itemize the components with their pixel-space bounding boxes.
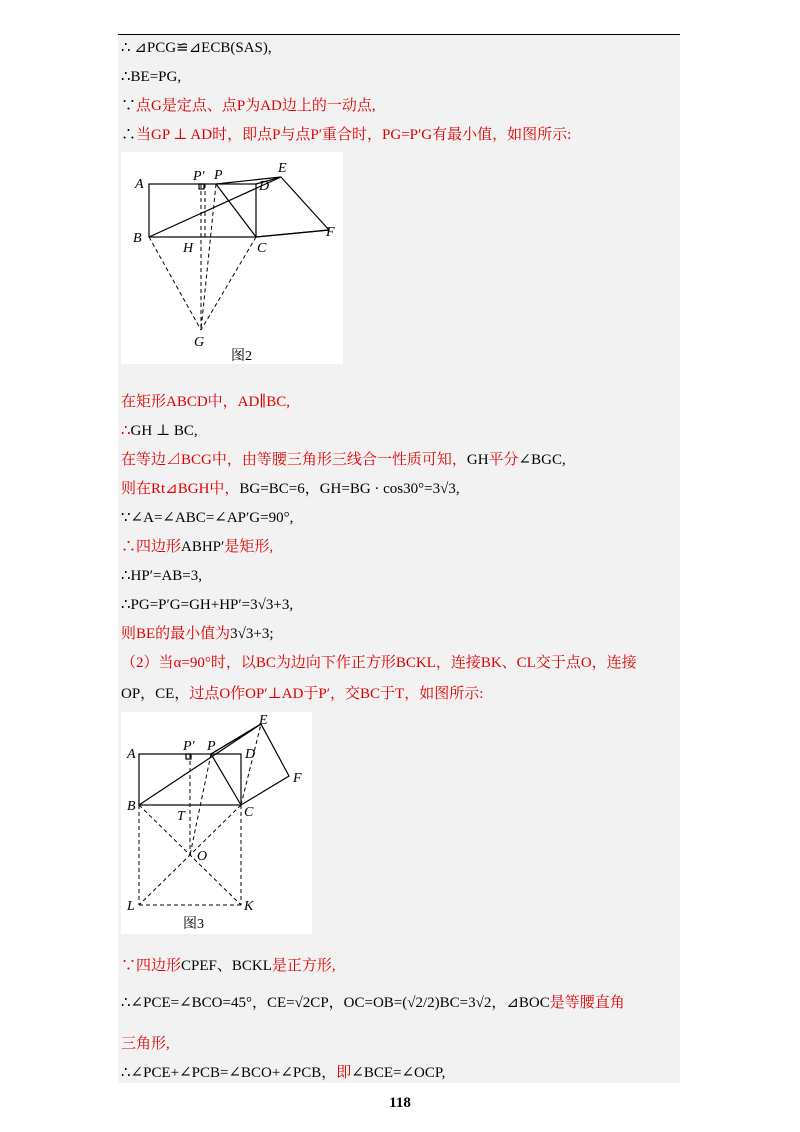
text-span: 平分 bbox=[488, 452, 519, 468]
text-line bbox=[121, 38, 272, 58]
label-D: D bbox=[259, 179, 270, 194]
text-span: ∵∠A=∠ABC=∠AP′G=90°, bbox=[121, 510, 294, 526]
text-line bbox=[121, 1063, 445, 1083]
page-number: 118 bbox=[389, 1095, 411, 1111]
text-line bbox=[121, 479, 460, 499]
text-line bbox=[121, 96, 376, 116]
text-span: ∴∠PCE+∠PCB=∠BCO+∠PCB， bbox=[121, 1065, 337, 1081]
label-L: L bbox=[127, 899, 135, 914]
label-P: P bbox=[207, 739, 216, 754]
text-line bbox=[121, 67, 181, 87]
label-F: F bbox=[326, 225, 335, 240]
label-T: T bbox=[177, 809, 185, 824]
label-A: A bbox=[127, 747, 136, 762]
text-span: ∴ bbox=[121, 127, 137, 143]
text-span: ∴四边形 bbox=[121, 539, 182, 555]
text-span: OP，CE， bbox=[121, 686, 190, 702]
text-span: ∴ ⊿PCG≌⊿ECB(SAS), bbox=[121, 40, 272, 56]
text-span: ABHP′ bbox=[181, 539, 225, 555]
text-span: ∠BGC, bbox=[518, 452, 566, 468]
text-line bbox=[121, 537, 273, 557]
text-span: 即 bbox=[336, 1065, 352, 1081]
text-span: 过点O作OP′⊥AD于P′，交BC于T，如图所示: bbox=[189, 686, 484, 702]
text-span: ∵四边形 bbox=[121, 958, 182, 974]
text-span: （2）当α=90°时，以BC为边向下作正方形BCKL，连接BK、CL交于点O，连接 bbox=[121, 655, 637, 671]
text-span: 三角形, bbox=[121, 1036, 170, 1052]
figure-3 bbox=[121, 712, 312, 934]
text-span: 在等边⊿BCG中，由等腰三角形三线合一性质可知， bbox=[121, 452, 467, 468]
label-O: O bbox=[197, 849, 208, 864]
text-span: ∵ bbox=[121, 98, 137, 114]
figure-3-caption: 图3 bbox=[183, 917, 204, 932]
text-span: GH ⊥ BC, bbox=[130, 423, 198, 439]
figure-2-caption: 图2 bbox=[231, 349, 252, 364]
text-span: 3√3+3; bbox=[230, 626, 274, 642]
label-K: K bbox=[244, 899, 254, 914]
label-E: E bbox=[259, 713, 268, 728]
text-span: 是矩形, bbox=[224, 539, 274, 555]
label-A: A bbox=[135, 177, 144, 192]
text-span: ∠BCE=∠OCP, bbox=[351, 1065, 446, 1081]
text-span: ∴HP′=AB=3, bbox=[121, 568, 203, 584]
text-span: BG=BC=6，GH=BG · cos30°=3√3, bbox=[239, 481, 460, 497]
label-B: B bbox=[127, 799, 136, 814]
text-span: ∴BE=PG, bbox=[121, 69, 182, 85]
text-span: 则在Rt⊿BGH中， bbox=[121, 481, 240, 497]
text-span: 是正方形, bbox=[271, 958, 336, 974]
text-span: ∴ bbox=[121, 423, 131, 439]
label-P1: P′ bbox=[183, 739, 195, 754]
text-line bbox=[121, 595, 293, 615]
label-F: F bbox=[293, 771, 302, 786]
text-span: 是等腰直角 bbox=[549, 995, 625, 1011]
figure-3-diagram bbox=[121, 712, 312, 934]
text-span: 点G是定点、点P为AD边上的一动点, bbox=[136, 98, 376, 114]
text-line bbox=[121, 450, 566, 470]
text-span: 当GP ⊥ AD时，即点P与点P′重合时，PG=P′G有最小值，如图所示: bbox=[136, 127, 572, 143]
text-line bbox=[121, 508, 293, 528]
label-E: E bbox=[278, 161, 287, 176]
text-line bbox=[121, 421, 198, 441]
text-line bbox=[121, 566, 202, 586]
text-span: ∴∠PCE=∠BCO=45°，CE=√2CP，OC=OB=(√2/2)BC=3√2，⊿BOC bbox=[121, 995, 550, 1011]
text-line bbox=[121, 956, 336, 976]
label-P: P bbox=[214, 168, 223, 183]
text-span: GH bbox=[466, 452, 489, 468]
figure-2-diagram bbox=[121, 152, 343, 364]
label-G: G bbox=[194, 335, 205, 350]
text-span: 在矩形ABCD中，AD∥BC, bbox=[121, 394, 291, 410]
text-span: ∴PG=P′G=GH+HP′=3√3+3, bbox=[121, 597, 294, 613]
label-P1: P′ bbox=[193, 169, 205, 184]
text-line bbox=[121, 624, 274, 644]
label-C: C bbox=[257, 241, 267, 256]
label-H: H bbox=[183, 241, 194, 256]
text-span: CPEF、BCKL bbox=[181, 958, 272, 974]
text-line bbox=[121, 993, 625, 1013]
text-line bbox=[121, 1034, 170, 1054]
figure-2 bbox=[121, 152, 343, 364]
text-span: 则BE的最小值为 bbox=[121, 626, 231, 642]
label-D: D bbox=[245, 747, 256, 762]
text-line bbox=[121, 392, 290, 412]
text-line bbox=[121, 684, 483, 704]
label-C: C bbox=[244, 805, 254, 820]
text-line bbox=[121, 653, 637, 673]
label-B: B bbox=[133, 231, 142, 246]
text-line bbox=[121, 125, 571, 145]
